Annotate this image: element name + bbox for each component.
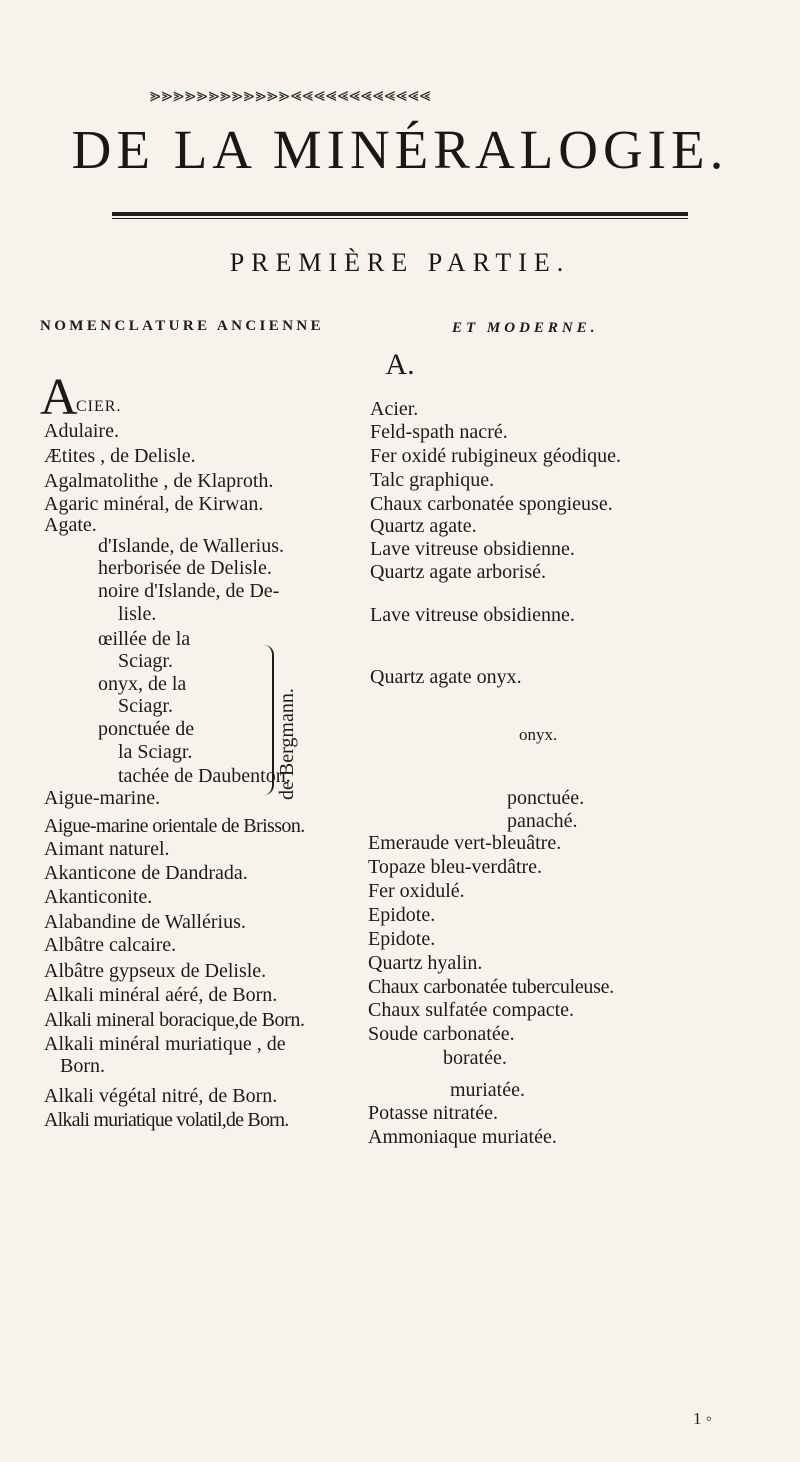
right-entry: Chaux sulfatée compacte. (368, 999, 575, 1021)
right-entry: Epidote. (368, 904, 436, 926)
right-entry: Lave vitreuse obsidienne. (370, 538, 575, 560)
left-entry-sub: lisle. (118, 603, 157, 625)
right-entry-sub: ponctuée. (507, 787, 585, 809)
right-entry: Emeraude vert-bleuâtre. (368, 832, 562, 854)
right-entry: Quartz agate arborisé. (370, 561, 547, 583)
right-entry-sub: boratée. (443, 1047, 507, 1069)
left-entry: Aigue-marine orientale de Brisson. (44, 815, 305, 837)
left-entry-sub: œillée de la (98, 628, 191, 650)
right-entry: Feld-spath nacré. (370, 421, 508, 443)
left-entry-sub: herborisée de Delisle. (98, 557, 272, 579)
left-entry: Akanticone de Dandrada. (44, 862, 248, 884)
left-entry: Akanticonite. (44, 886, 153, 908)
right-entry: Lave vitreuse obsidienne. (370, 604, 575, 626)
right-entry: Ammoniaque muriatée. (368, 1126, 557, 1148)
left-entry: Alkali minéral muriatique , de (44, 1033, 286, 1055)
left-entry-sub: Sciagr. (118, 695, 173, 717)
page-number: 1 ◦ (693, 1409, 712, 1428)
right-entry: Chaux carbonatée tuberculeuse. (368, 976, 614, 998)
left-entry-sub: ponctuée de (98, 718, 195, 740)
header-rule-thick (112, 212, 688, 216)
left-entry: Albâtre calcaire. (44, 934, 177, 956)
left-entry: Agate. (44, 514, 97, 536)
header-ornament: ⪢⪢⪢⪢⪢⪢⪢⪢⪢⪢⪢⪢⪡⪡⪡⪡⪡⪡⪡⪡⪡⪡⪡⪡ (150, 84, 432, 106)
left-entry: Adulaire. (44, 420, 119, 442)
right-entry: Talc graphique. (370, 469, 495, 491)
left-entry-sub: tachée de Daubenton. (118, 765, 291, 787)
left-entry-sub: d'Islande, de Wallerius. (98, 535, 285, 557)
right-entry-sub: panaché. (507, 810, 578, 832)
right-entry: Epidote. (368, 928, 436, 950)
right-entry: Acier. (370, 398, 419, 420)
bergmann-attribution: de Bergmann. (276, 688, 298, 800)
right-entry: Fer oxidulé. (368, 880, 465, 902)
right-entry: Topaze bleu-verdâtre. (368, 856, 543, 878)
header-rule-thin (112, 218, 688, 219)
right-entry: Quartz hyalin. (368, 952, 483, 974)
right-entry-sub: muriatée. (450, 1079, 525, 1101)
right-entry: Fer oxidé rubigineux géodique. (370, 445, 622, 467)
left-entry: Alkali mineral boracique,de Born. (44, 1009, 305, 1031)
right-entry: Soude carbonatée. (368, 1023, 515, 1045)
left-entry-sub: la Sciagr. (118, 741, 193, 763)
right-entry-sub: onyx. (519, 725, 558, 744)
right-entry: Quartz agate. (370, 515, 477, 537)
right-entry: Potasse nitratée. (368, 1102, 498, 1124)
left-entry: Alkali végétal nitré, de Born. (44, 1085, 278, 1107)
right-entry: Chaux carbonatée spongieuse. (370, 493, 613, 515)
left-entry-sub: Sciagr. (118, 650, 173, 672)
left-entry: Alkali minéral aéré, de Born. (44, 984, 278, 1006)
section-letter: A. (385, 348, 415, 381)
left-entry-sub: onyx, de la (98, 673, 187, 695)
drop-cap: A (40, 369, 78, 426)
brace-bracket (262, 645, 274, 795)
left-entry-sub: noire d'Islande, de De- (98, 580, 280, 602)
left-entry: Aimant naturel. (44, 838, 170, 860)
left-entry-acier: CIER. (76, 398, 122, 415)
left-entry: Agalmatolithe , de Klaproth. (44, 470, 274, 492)
right-entry: Quartz agate onyx. (370, 666, 522, 688)
page-title: DE LA MINÉRALOGIE. (71, 119, 729, 180)
left-entry: Born. (60, 1055, 105, 1077)
left-entry: Ætites , de Delisle. (44, 445, 196, 467)
heading-modern-nomenclature: ET MODERNE. (452, 320, 599, 336)
left-entry: Agaric minéral, de Kirwan. (44, 493, 264, 515)
left-entry: Aigue-marine. (44, 787, 161, 809)
left-entry: Alabandine de Wallérius. (44, 911, 246, 933)
left-entry: Albâtre gypseux de Delisle. (44, 960, 267, 982)
heading-ancient-nomenclature: NOMENCLATURE ANCIENNE (40, 318, 325, 334)
left-entry: Alkali muriatique volatil,de Born. (44, 1109, 289, 1131)
part-subtitle: PREMIÈRE PARTIE. (229, 248, 571, 277)
